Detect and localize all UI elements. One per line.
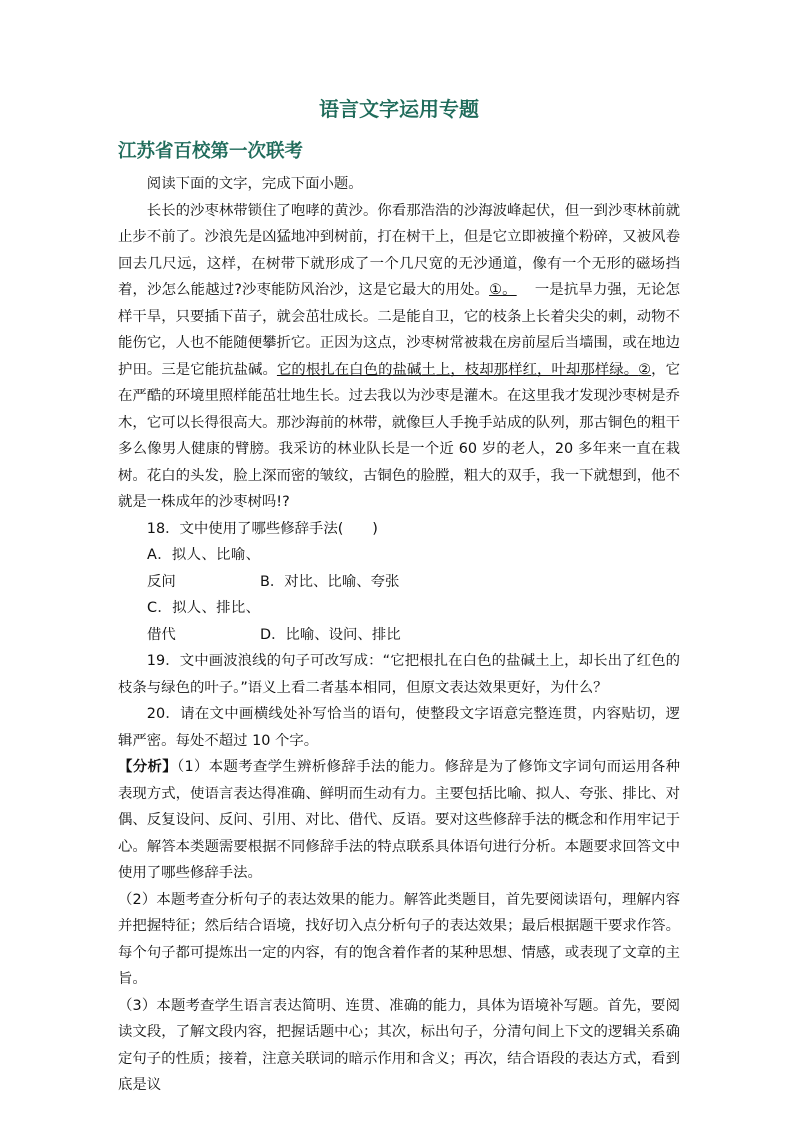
analysis-paragraph-3: （3）本题考查学生语言表达简明、连贯、准确的能力，具体为语境补写题。首先，要阅读文段，了解文段内容，把握话题中心；其次，标出句子，分清句间上下文的逻辑关系确定句子的性质；接着，注意关联词的暗示作用和含义；再次，结合语段的表达方式，看到底是议 (118, 997, 680, 1093)
underlined-sentence: 它的根扎在白色的盐碱土上，枝却那样红，叶却那样绿。 (276, 361, 639, 378)
analysis-label: 【分析】 (118, 759, 177, 775)
section-title: 江苏省百校第一次联考 (118, 141, 304, 162)
analysis-paragraph-2: （2）本题考查分析句子的表达效果的能力。解答此类题目，首先要阅读语句，理解内容并把握特征；然后结合语境，找好切入点分析句子的表达效果；最后根据题干要求作答。每个句子都可提炼出一定的内容，有的饱含着作者的某种思想、情感，或表现了文章的主旨。 (118, 891, 680, 987)
options-row-2 (147, 595, 680, 648)
passage-part-2: 一是抗旱力强，无论怎样干旱，只要插下苗子，就会茁壮成长。二是能自卫，它的枝条上长着尖尖的刺，动物不能伤它，人也不能随便攀折它。正因为这点，沙枣树常被栽在房前屋后当墙围，或在地边护田。三是它能抗盐碱。 (118, 282, 680, 378)
options-row-1 (147, 542, 680, 595)
question-18: 18．文中使用了哪些修辞手法( ) (146, 520, 378, 537)
instruction-text: 阅读下面的文字，完成下面小题。 (146, 176, 363, 192)
document-title: 语言文字运用专题 (319, 97, 479, 121)
analysis-section (118, 754, 680, 1099)
option-c: C．拟人、排比、借代 (147, 600, 260, 643)
option-b: B．对比、比喻、夸张 (260, 573, 400, 590)
question-18-options (118, 542, 680, 648)
option-a: A．拟人、比喻、反问 (147, 547, 260, 590)
passage-part-1: 长长的沙枣林带锁住了咆哮的黄沙。你看那浩浩的沙海波峰起伏，但一到沙枣林前就止步不前了。沙浪先是凶猛地冲到树前，打在树干上，但是它立即被撞个粉碎，又被风卷回去几尺远，这样，在树带下就形成了一个几尺宽的无沙通道，像有一个无形的磁场挡着，沙怎么能越过?沙枣能防风治沙，这是它最大的用处。 (118, 202, 680, 298)
passage-part-3: ，它在严酷的环境里照样能茁壮地生长。过去我以为沙枣是灌木。在这里我才发现沙枣树是乔木，它可以长得很高大。那沙海前的林带，就像巨人手挽手站成的队列，那古铜色的粗干多么像男人健康的臂膀。我采访的林业队长是一个近 60 岁的老人，20 多年来一直在栽树。花白的头发，脸上深而密的皱纹，古铜色的脸膛，粗大的双手，我一下就想到，他不就是一株成年的沙枣树吗!? (118, 361, 680, 510)
blank-1: ①。 (489, 282, 517, 298)
option-d: D．比喻、设问、排比 (260, 626, 401, 643)
analysis-paragraph-1 (118, 754, 680, 887)
reading-passage (118, 198, 680, 516)
blank-2: ② (638, 361, 652, 378)
question-19: 19．文中画波浪线的句子可改写成：“它把根扎在白色的盐碱土上，却长出了红色的枝条与绿色的叶子。”语义上看二者基本相同，但原文表达效果更好，为什么？ (118, 653, 680, 696)
question-20: 20．请在文中画横线处补写恰当的语句，使整段文字语意完整连贯，内容贴切，逻辑严密。每处不超过 10 个字。 (118, 706, 680, 749)
analysis-text-1: （1）本题考查学生辨析修辞手法的能力。修辞是为了修饰文字词句而运用各种表现方式，使语言表达得准确、鲜明而生动有力。主要包括比喻、拟人、夸张、排比、对偶、反复设问、反问、引用、对比、借代、反语。要对这些修辞手法的概念和作用牢记于心。解答本类题需要根据不同修辞手法的特点联系具体语句进行分析。本题要求回答文中使用了哪些修辞手法。 (118, 759, 680, 881)
